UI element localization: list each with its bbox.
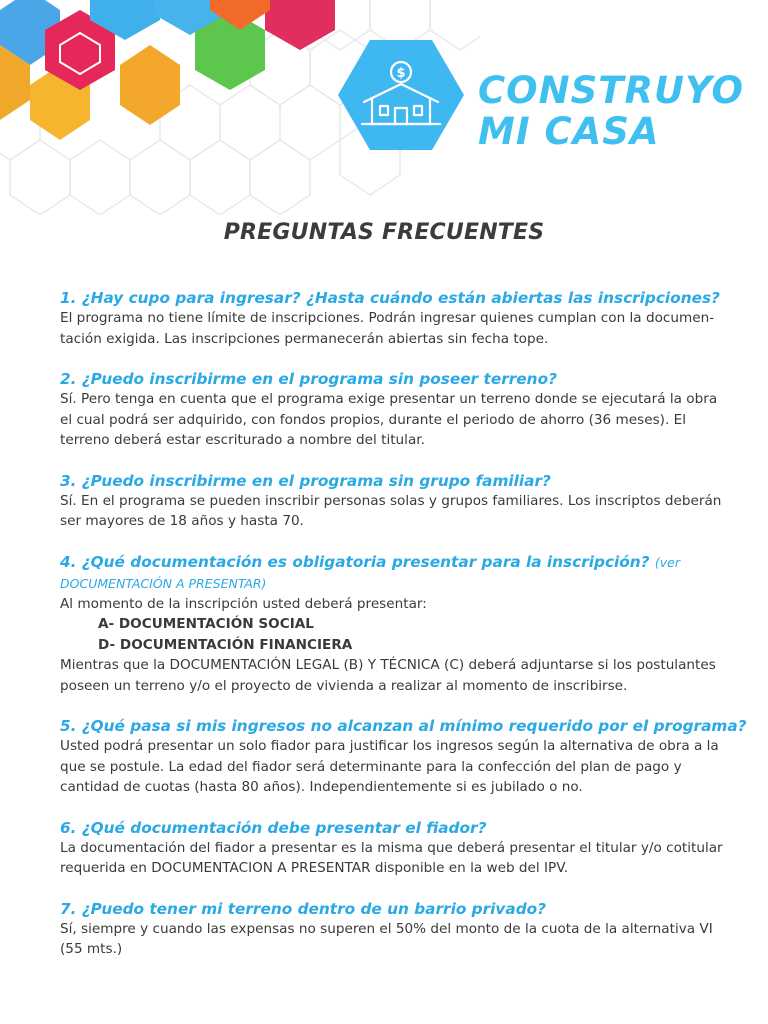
answer-line: poseen un terreno y/o el proyecto de vivienda a realizar al momento de inscribirse.: [60, 677, 628, 694]
hex-orange-mid: [120, 45, 180, 125]
faq-question-6: 6. ¿Qué documentación debe presentar el fiador?: [60, 818, 487, 837]
faq-item-2: [60, 369, 738, 451]
faq-item-3: [60, 471, 738, 532]
answer-line: Mientras que la DOCUMENTACIÓN LEGAL (B) Y TÉCNICA (C) deberá adjuntarse si los postulantes: [60, 657, 716, 673]
faq-question-4: [60, 552, 738, 594]
faq-item-4: [60, 552, 738, 697]
answer-line: (55 mts.): [60, 941, 123, 957]
answer-line: ser mayores de 18 años y hasta 70.: [60, 513, 304, 529]
faq-question-4-text: 4. ¿Qué documentación es obligatoria presentar para la inscripción?: [60, 552, 650, 571]
faq-item-5: [60, 716, 747, 798]
faq-question-3: 3. ¿Puedo inscribirme en el programa sin grupo familiar?: [60, 471, 551, 490]
doc-list-item: D- DOCUMENTACIÓN FINANCIERA: [98, 636, 353, 653]
house-with-coin-icon: [338, 40, 464, 150]
answer-line: cantidad de cuotas (hasta 80 años). Independientemente si es jubilado o no.: [60, 779, 583, 795]
faq-question-1: 1. ¿Hay cupo para ingresar? ¿Hasta cuándo están abiertas las inscripciones?: [60, 289, 720, 307]
answer-line: El programa no tiene límite de inscripciones. Podrán ingresar quienes cumplan con la documen-: [60, 310, 715, 326]
faq-question-2: 2. ¿Puedo inscribirme en el programa sin poseer terreno?: [60, 370, 557, 388]
answer-intro: Al momento de la inscripción usted deberá presentar:: [60, 595, 427, 612]
faq-item-6: [60, 818, 738, 879]
brand-line-2: MI CASA: [478, 110, 660, 153]
faq-question-5: 5. ¿Qué pasa si mis ingresos no alcanzan al mínimo requerido por el programa?: [60, 717, 747, 735]
faq-item-7: [60, 899, 738, 960]
faq-list: [60, 288, 747, 980]
faq-answer-3: [60, 491, 738, 532]
doc-list-item: A- DOCUMENTACIÓN SOCIAL: [98, 616, 314, 632]
answer-line: terreno deberá estar escriturado a nombre del titular.: [60, 432, 425, 448]
hexagon-pattern-header: [0, 0, 480, 215]
answer-line: La documentación del fiador a presentar es la misma que deberá presentar el titular y/o cotitular: [60, 839, 723, 856]
answer-line: Usted podrá presentar un solo fiador para justificar los ingresos según la alternativa de obra a la: [60, 738, 719, 754]
faq-item-1: [60, 288, 738, 349]
answer-line: tación exigida. Las inscripciones permanecerán abiertas sin fecha tope.: [60, 330, 549, 347]
faq-question-4-note: (ver DOCUMENTACIÓN A PRESENTAR): [60, 554, 680, 591]
answer-line: requerida en DOCUMENTACION A PRESENTAR disponible en la web del IPV.: [60, 860, 569, 876]
faq-answer-2: [60, 389, 738, 451]
svg-text:$: $: [396, 66, 406, 81]
answer-line: Sí. En el programa se pueden inscribir personas solas y grupos familiares. Los inscriptos deberán: [60, 492, 722, 509]
faq-answer-6: [60, 838, 738, 879]
brand-title: [478, 70, 744, 152]
answer-line: que se postule. La edad del fiador será determinante para la confección del plan de pago y: [60, 758, 682, 775]
brand-line-1: CONSTRUYO: [478, 69, 744, 112]
faq-answer-5: [60, 736, 738, 798]
faq-question-7: 7. ¿Puedo tener mi terreno dentro de un barrio privado?: [60, 899, 547, 918]
answer-line: el cual podrá ser adquirido, con fondos propios, durante el periodo de ahorro (36 meses). El: [60, 411, 686, 428]
faq-answer-1: [60, 308, 738, 349]
hex-red-top: [265, 0, 335, 50]
faq-answer-4: [60, 594, 738, 697]
page-title: PREGUNTAS FRECUENTES: [223, 220, 545, 245]
faq-answer-7: [60, 919, 738, 960]
answer-line: Sí, siempre y cuando las expensas no superen el 50% del monto de la cuota de la alternativa VI: [60, 920, 713, 937]
answer-line: Sí. Pero tenga en cuenta que el programa exige presentar un terreno donde se ejecutará la obra: [60, 391, 718, 407]
